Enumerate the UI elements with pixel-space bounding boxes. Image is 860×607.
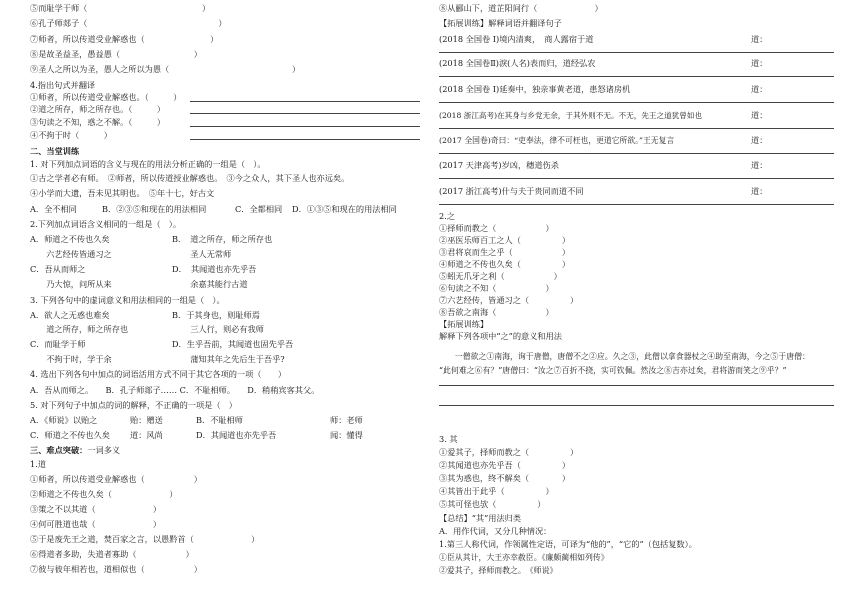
ext-item-text: (2017 全国卷)奇曰：“吏奉法，律不可枉也，更道它所欲。”王无复言 xyxy=(439,136,675,145)
q5-option: B．不耻相师 xyxy=(196,415,243,425)
dao-item-3: ③策之不以其道（ ） xyxy=(30,504,162,514)
dao-item-6: ⑥得道者多助，失道者寡助（ ） xyxy=(30,549,194,559)
answer-line xyxy=(190,101,420,102)
ext-item-7 xyxy=(439,186,834,197)
answer-line xyxy=(190,139,420,140)
extension-2-title: 【拓展训练】 xyxy=(439,319,489,329)
ext-item-5 xyxy=(439,135,834,146)
q1-choice-d: D．①③⑤和现在的用法相同 xyxy=(292,204,397,214)
q5-gloss: 师：老师 xyxy=(330,415,363,425)
answer-line xyxy=(439,178,834,179)
zhi-item-3: ③君将哀而生之乎（ ） xyxy=(439,247,571,257)
answer-line xyxy=(439,153,834,154)
answer-line xyxy=(439,102,834,103)
qi-item-2: ②其闻道也亦先乎吾（ ） xyxy=(439,460,571,470)
zhi-item-5: ⑤蚓无爪牙之利（ ） xyxy=(439,271,562,281)
summary-example-1: ①臣从其计，大王亦幸赦臣。《廉颇蔺相如列传》 xyxy=(439,553,609,562)
q3-option: B．于其身也，则耻师焉 xyxy=(172,310,260,320)
answer-line xyxy=(439,385,834,386)
zhi-item-4: ④师道之不传也久矣（ ） xyxy=(439,259,571,269)
s4-item-3: ③句读之不知，惑之不解。（ ） xyxy=(30,117,166,127)
extension-2-desc: 解释下列各项中“之”的意义和用法 xyxy=(439,331,562,341)
question-5: 5. 对下列句子中加点的词的解释，不正确的一项是（ ） xyxy=(30,400,237,410)
q2-option: 乃大惊，问所从来 xyxy=(38,279,112,289)
q3-option: 蒲知其年之先后生于吾乎? xyxy=(182,354,285,364)
extension-2-passage-2: “此何难之⑥有？”唐僧曰：“汝之⑦百折不挠，实可钦佩。然汝之⑧吉亦过矣，君将游而笑之⑨乎？” xyxy=(439,366,787,375)
s4-item-2: ②道之所存，师之所存也。（ ） xyxy=(30,104,166,114)
q1-options-a: ①古之学者必有师。 ②师者，所以传道授业解惑也。 ③今之众人，其下圣人也亦远矣。 xyxy=(30,173,350,183)
q3-option: D．生乎吾前，其闻道也固先乎吾 xyxy=(172,339,294,349)
qi-item-4: ④其皆出于此乎（ ） xyxy=(439,486,554,496)
dao-item-5: ⑤于是废先王之道，焚百家之言，以愚黔首（ ） xyxy=(30,534,260,544)
summary-1: 1.第三人称代词，作领属性定语，可译为“他的”，“它的”（包括复数）。 xyxy=(439,539,697,549)
ext-item-label: 道： xyxy=(751,135,768,145)
zhi-item-2: ②巫医乐师百工之人（ ） xyxy=(439,235,571,245)
zhi-title: 2.之 xyxy=(439,211,455,221)
q2-option: B． 道之所存，师之所存也 xyxy=(172,234,273,244)
q3-option: C．而耻学于师 xyxy=(30,339,86,349)
q2-option: C．吾从而师之 xyxy=(30,264,86,274)
q2-option: 余嘉其能行古道 xyxy=(182,279,248,289)
left-line-8: ⑧是故圣益圣，愚益愚（ ） xyxy=(30,49,202,59)
q2-option: 六艺经传皆通习之 xyxy=(38,249,112,259)
ext-item-text: (2018 全国卷 I)境内清爽， 商人露宿于道 xyxy=(439,34,594,44)
answer-line xyxy=(439,52,834,53)
ext-item-label: 道： xyxy=(751,84,768,94)
s4-item-4: ④不拘于时（ ） xyxy=(30,130,112,140)
q3-option: 道之所存，师之所存也 xyxy=(38,324,129,334)
q2-option: D． 其闻道也亦先乎吾 xyxy=(172,264,257,274)
q3-option: 三人行，则必有我师 xyxy=(182,324,264,334)
ext-item-text: (2018 全国卷 I)延奏中，独亲事黄老道，患怒诸房机 xyxy=(439,84,631,94)
extension-2-passage-1: 一僧欲之①南海，询于唐僧，唐僧不之②应。久之③，此僧以拿食器杖之④助至南海，今之⑤于唐僧： xyxy=(439,352,810,361)
q5-option: D．其闻道也亦先乎吾 xyxy=(196,430,277,440)
left-line-5: ⑤而耻学于师（ ） xyxy=(30,3,211,13)
q2-option: A．师道之不传也久矣 xyxy=(30,234,110,244)
ext-item-text: (2017 天津高考)岁凶，穗道伤杀 xyxy=(439,160,559,170)
zhi-item-1: ①择师而教之（ ） xyxy=(439,223,554,233)
question-4: 4. 选出下列各句中加点的词语活用方式不同于其它各项的一项（ ） xyxy=(30,369,287,379)
answer-line xyxy=(439,204,834,205)
ext-item-text: (2018 浙江高考)在其身与乡党无余，于其外则不无。不无，先王之道犹曾如也 xyxy=(439,111,703,120)
s4-item-1: ①师者，所以传道受业解惑也。（ ） xyxy=(30,92,182,102)
dao-item-1: ①师者，所以传道受业解惑也（ ） xyxy=(30,474,202,484)
q5-gloss: 闻：懂得 xyxy=(330,430,363,440)
dao-item-2: ②师道之不传也久矣（ ） xyxy=(30,489,178,499)
zhi-item-8: ⑧吾欲之南海（ ） xyxy=(439,307,554,317)
q5-option: A．《师说》以贻之 xyxy=(30,415,98,425)
answer-line xyxy=(190,126,420,127)
ext-item-3 xyxy=(439,84,834,95)
section-2-title: 二、当堂训练 xyxy=(30,146,80,156)
q1-choice-c: C．全都相同 xyxy=(235,204,283,214)
answer-line xyxy=(190,113,420,114)
zhi-item-6: ⑥句读之不知（ ） xyxy=(439,283,554,293)
ext-item-4 xyxy=(439,110,834,121)
right-top-line: ⑧从郦山下，道芷阳间行（ ） xyxy=(439,3,603,13)
left-line-9: ⑨圣人之所以为圣，愚人之所以为愚（ ） xyxy=(30,64,301,74)
section-3-subtitle: 一词多义 xyxy=(87,445,121,455)
dao-title: 1.道 xyxy=(30,459,46,469)
qi-item-1: ①爱其子，择师而教之（ ） xyxy=(439,447,579,457)
summary-a: A．用作代词，又分几种情况： xyxy=(439,526,552,536)
question-3: 3. 下列各句中的虚词意义和用法相同的一组是（ ）。 xyxy=(30,295,225,305)
answer-line xyxy=(439,128,834,129)
ext-item-label: 道： xyxy=(751,186,768,196)
left-line-6: ⑥孔子师郯子（ ） xyxy=(30,18,227,28)
ext-item-2 xyxy=(439,58,834,69)
question-2: 2.下列加点词语含义相同的一组是（ ）。 xyxy=(30,219,182,229)
qi-title: 3. 其 xyxy=(439,434,458,444)
qi-item-3: ③其为惑也，终不解矣（ ） xyxy=(439,473,571,483)
q1-choice-a: A．全不相同 xyxy=(30,204,77,214)
q5-gloss: 贻：赠送 xyxy=(130,415,163,425)
q1-options-b: ④小学而大遗，吾未见其明也。 ⑤年十七，好古文 xyxy=(30,188,215,198)
zhi-item-7: ⑦六艺经传，皆通习之（ ） xyxy=(439,295,579,305)
section-3-header xyxy=(30,445,120,456)
q3-option: 不拘于时，学于余 xyxy=(38,354,112,364)
section-3-title: 三、难点突破： xyxy=(30,445,88,455)
ext-item-1 xyxy=(439,34,834,45)
dao-item-4: ④何可胜道也哉（ ） xyxy=(30,519,162,529)
summary-example-2: ②爱其子，择师而教之。 《师说》 xyxy=(439,566,558,575)
q4-options: A．吾从而师之。 B．孔子师郯子…… C．不耻相师。 D．稍稍宾客其父。 xyxy=(30,385,320,395)
section-4-title: 4.指出句式并翻译 xyxy=(30,80,96,90)
qi-item-5: ⑤其可怪也欤（ ） xyxy=(439,499,546,509)
ext-item-label: 道： xyxy=(751,110,768,120)
ext-item-text: (2017 浙江高考)什与夫于贵同而道不同 xyxy=(439,186,584,196)
q2-option: 圣人无常师 xyxy=(182,249,232,259)
ext-item-label: 道： xyxy=(751,160,768,170)
q1-choice-b: B．②③⑤和现在的用法相同 xyxy=(102,204,207,214)
dao-item-7: ⑦彼与彼年相若也，道相似也（ ） xyxy=(30,564,202,574)
q5-gloss: 道：风尚 xyxy=(130,430,163,440)
q5-option: C．师道之不传也久矣 xyxy=(30,430,110,440)
answer-line xyxy=(439,405,834,406)
ext-item-text: (2018 全国卷Ⅱ)淚(人名)表而归，道经弘农 xyxy=(439,58,596,68)
ext-item-label: 道： xyxy=(751,58,768,68)
answer-line xyxy=(439,76,834,77)
extension-title: 【拓展训练】解释词语并翻译句子 xyxy=(439,18,562,28)
ext-item-label: 道： xyxy=(751,34,768,44)
left-line-7: ⑦师者，所以传道受业解惑也（ ） xyxy=(30,34,219,44)
ext-item-6 xyxy=(439,160,834,171)
question-1: 1. 对下列加点词语的含义与现在的用法分析正确的一组是（ ）。 xyxy=(30,159,266,169)
q3-option: A．欲人之无惑也难矣 xyxy=(30,310,110,320)
summary-title: 【总结】“其”用法归类 xyxy=(439,513,522,523)
